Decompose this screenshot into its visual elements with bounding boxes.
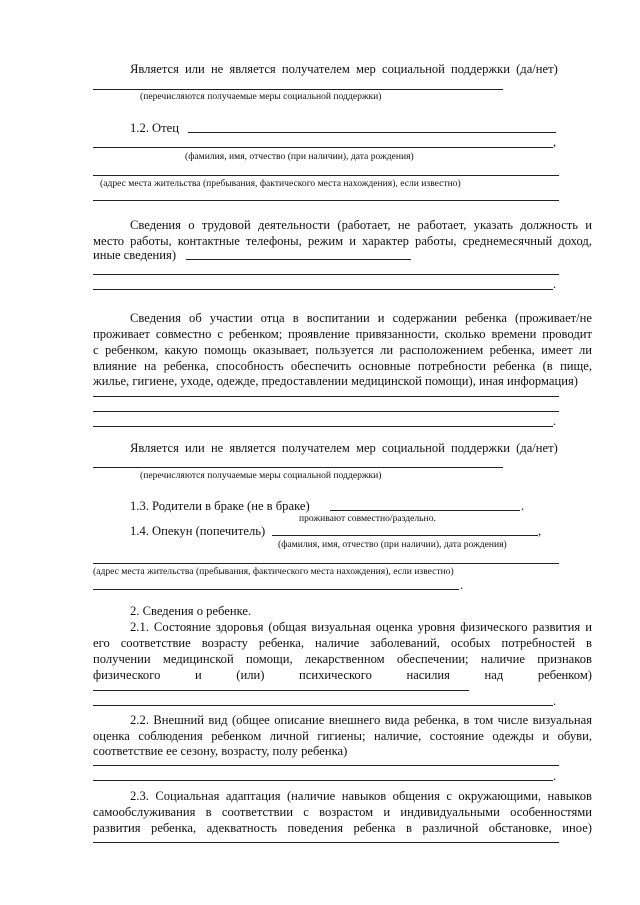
child-health-field-2[interactable] (93, 705, 553, 706)
father-support-field[interactable] (93, 467, 503, 468)
father-work-field-3[interactable] (93, 289, 553, 290)
father-support-hint: (перечисляются получаемые меры социальной поддержки) (140, 470, 382, 481)
father-support-question: Является или не является получателем мер социальной поддержки (да/нет) (130, 441, 558, 455)
mother-support-hint: (перечисляются получаемые меры социальной поддержки) (140, 91, 382, 102)
father-upbringing-field-1[interactable] (93, 396, 559, 397)
child-appearance-line-3: соответствие ее сезону, возрасту, полу ребенка) (93, 744, 348, 758)
father-upbringing-line-1: Сведения об участии отца в воспитании и содержании ребенка (проживает/не (130, 311, 592, 325)
father-address-hint: (адрес места жительства (пребывания, фактического места нахождения), если известно) (100, 178, 461, 189)
parents-hint: проживают совместно/раздельно. (299, 513, 436, 524)
mother-support-question: Является или не является получателем мер социальной поддержки (да/нет) (130, 62, 558, 76)
father-upbringing-line-2: проживает совместно с ребенком; проявление привязанности, сколько времени проводит (93, 327, 592, 341)
father-upbringing-line-5: жилье, гигиене, уходе, одежде, предоставлении медицинской помощи), иная информация) (93, 374, 578, 388)
father-work-field-1[interactable] (186, 259, 411, 260)
guardian-end: . (460, 578, 464, 592)
father-upbringing-field-3[interactable] (93, 426, 553, 427)
guardian-label: 1.4. Опекун (попечитель) (130, 524, 266, 538)
child-health-field-1[interactable] (93, 690, 469, 691)
father-upbringing-line-4: влияние на ребенка, способность обеспечить основные потребности ребенка (в пище, (93, 359, 592, 373)
guardian-address-field[interactable] (93, 563, 559, 564)
child-adaptation-field-1[interactable] (93, 842, 559, 843)
child-health-line-4: физического и (или) психического насилия над ребенком) (93, 668, 592, 682)
guardian-name-comma: , (538, 524, 542, 538)
father-name-field-1[interactable] (188, 132, 556, 133)
father-name-hint: (фамилия, имя, отчество (при наличии), дата рождения) (185, 151, 414, 162)
guardian-name-field[interactable] (272, 535, 538, 536)
father-work-line-1: Сведения о трудовой деятельности (работает, не работает, указать должность и (130, 218, 592, 232)
father-work-field-2[interactable] (93, 274, 559, 275)
child-health-end: . (553, 694, 557, 708)
child-health-line-1: 2.1. Состояние здоровья (общая визуальная оценка уровня физического развития и (130, 620, 592, 634)
father-work-line-2: место работы, контактные телефоны, режим и характер работы, среднемесячный доход, (93, 234, 592, 248)
father-address-field-2[interactable] (93, 200, 559, 201)
child-health-line-2: его соответствие возрасту ребенка, наличие заболеваний, особых потребностей в (93, 636, 592, 650)
father-name-comma: , (553, 135, 557, 149)
child-adaptation-line-1: 2.3. Социальная адаптация (наличие навыков общения с окружающими, навыков (130, 789, 592, 803)
child-appearance-line-1: 2.2. Внешний вид (общее описание внешнего вида ребенка, в том числе визуальная (130, 713, 592, 727)
father-upbringing-end: . (553, 414, 557, 428)
guardian-name-hint: (фамилия, имя, отчество (при наличии), дата рождения) (278, 539, 507, 550)
child-health-line-3: получении медицинской помощи, лекарственном обеспечении; наличие признаков (93, 652, 592, 666)
parents-end: . (521, 499, 525, 513)
guardian-address-field-2[interactable] (93, 589, 459, 590)
child-adaptation-line-3: развития ребенка, адекватность поведения ребенка в различной обстановке, иное) (93, 821, 592, 835)
parents-status-field[interactable] (330, 510, 520, 511)
father-work-line-3: иные сведения) (93, 248, 177, 262)
guardian-address-hint: (адрес места жительства (пребывания, фактического места нахождения), если известно) (93, 566, 454, 577)
child-heading: 2. Сведения о ребенке. (130, 604, 252, 618)
mother-support-field[interactable] (93, 89, 503, 90)
father-upbringing-field-2[interactable] (93, 411, 559, 412)
father-address-field[interactable] (93, 175, 559, 176)
child-appearance-end: . (553, 769, 557, 783)
father-name-field-2[interactable] (93, 147, 553, 148)
father-label: 1.2. Отец (130, 121, 179, 135)
child-appearance-line-2: оценка соблюдения ребенком личной гигиены; наличие, состояние одежды и обуви, (93, 729, 592, 743)
child-appearance-field-2[interactable] (93, 780, 553, 781)
father-upbringing-line-3: с ребенком, какую помощь оказывает, пользуется ли расположением ребенка, имеет ли (93, 343, 592, 357)
child-adaptation-line-2: самообслуживания в соответствии с возрастом и индивидуальными особенностями (93, 805, 592, 819)
child-appearance-field-1[interactable] (93, 765, 559, 766)
father-work-end: . (553, 277, 557, 291)
parents-label: 1.3. Родители в браке (не в браке) (130, 499, 310, 513)
